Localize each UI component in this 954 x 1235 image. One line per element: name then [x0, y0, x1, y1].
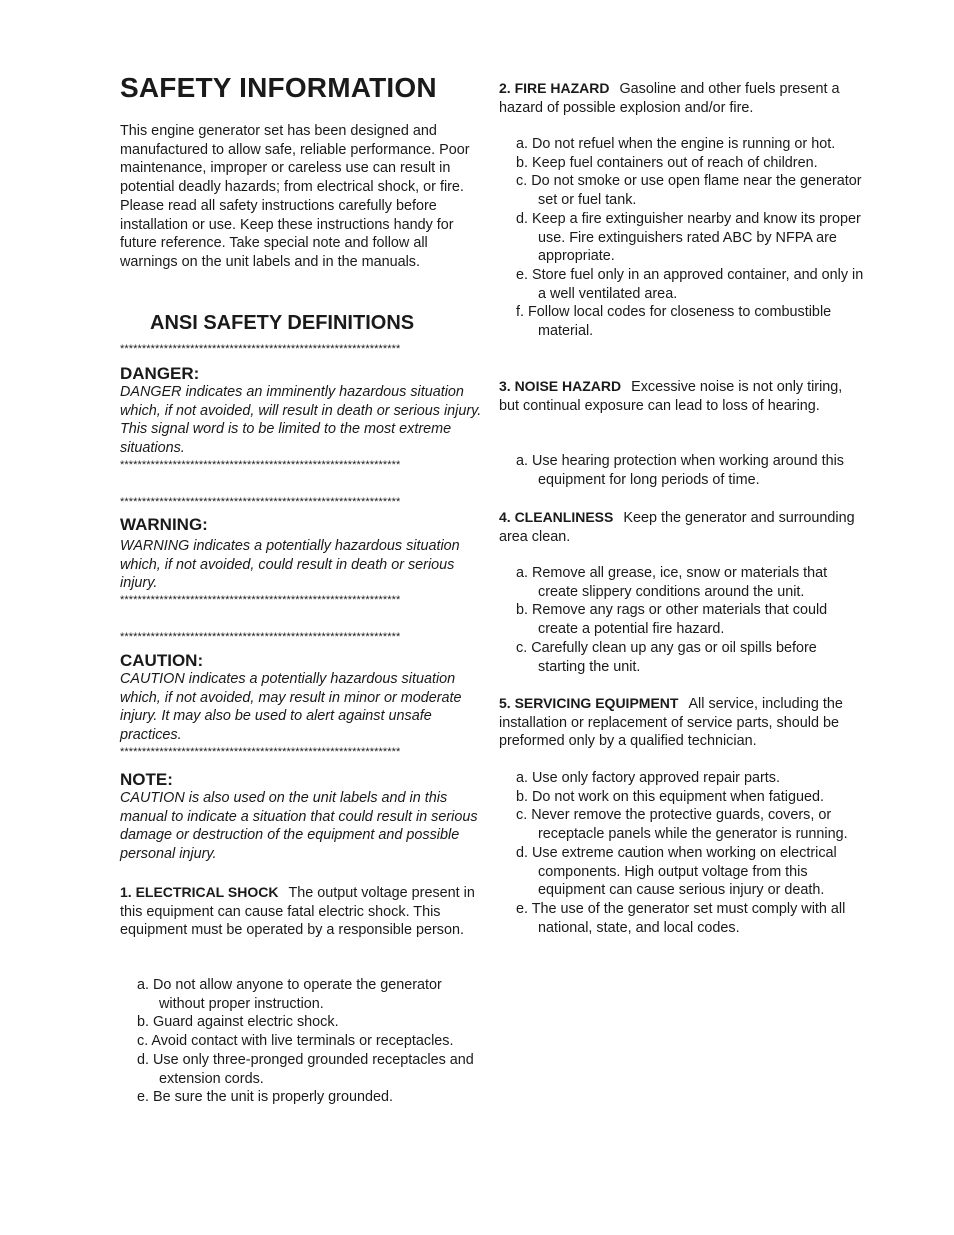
clean-heading: 4. CLEANLINESS	[499, 509, 614, 525]
list-item: f. Follow local codes for closeness to combustible material.	[516, 304, 832, 340]
caution-label: CAUTION:	[120, 651, 204, 670]
list-item: b. Keep fuel containers out of reach of children.	[516, 154, 818, 171]
fire-list	[516, 135, 865, 341]
danger-label: DANGER:	[120, 364, 200, 383]
servicing-text: All service, including the installation or replacement of service parts, should be preformed only by a qualified technician.	[499, 696, 843, 750]
noise-text: Excessive noise is not only tiring, but continual exposure can lead to loss of hearing.	[499, 379, 843, 414]
noise-heading: 3. NOISE HAZARD	[499, 378, 622, 394]
servicing-list	[516, 769, 865, 937]
list-item: a. Do not refuel when the engine is running or hot.	[516, 136, 836, 152]
caution-text: CAUTION indicates a potentially hazardous situation which, if not avoided, may result in minor or moderate injury. It may also be used to alert against unsafe practices.	[120, 671, 462, 744]
clean-list	[516, 564, 865, 676]
list-item: c. Avoid contact with live terminals or receptacles.	[137, 1033, 454, 1050]
clean-text: Keep the generator and surrounding area clean.	[499, 510, 855, 545]
list-item: c. Do not smoke or use open flame near the generator set or fuel tank.	[516, 173, 862, 209]
list-item: c. Never remove the protective guards, covers, or receptacle panels while the generator is running.	[516, 807, 848, 843]
list-item: e. Store fuel only in an approved container, and only in a well ventilated area.	[516, 266, 864, 302]
page-title: SAFETY INFORMATION	[120, 72, 437, 103]
star-divider: ****************************************************************	[120, 459, 401, 471]
list-item: a. Use only factory approved repair parts.	[516, 770, 780, 786]
list-item: e. The use of the generator set must comply with all national, state, and local codes.	[516, 900, 846, 936]
danger-text: DANGER indicates an imminently hazardous situation which, if not avoided, will result in death or serious injury. This signal word is to be limited to the most extreme situations.	[120, 384, 482, 457]
warning-label: WARNING:	[120, 515, 208, 534]
servicing-section	[499, 694, 865, 751]
intro-paragraph: This engine generator set has been designed and manufactured to allow safe, reliable performance. Poor maintenance, improper or careless use can result in potential deadly hazards; from electrical shock, or fire. Please read all safety instructions carefully before installation or use. Keep these instructions handy for future reference. Take special note and follow all warnings on the unit labels and in the manuals.	[120, 123, 470, 270]
electrical-list	[137, 976, 486, 1107]
electrical-section	[120, 883, 486, 940]
star-divider: ****************************************************************	[120, 631, 401, 643]
star-divider: ****************************************************************	[120, 343, 401, 355]
list-item: d. Use extreme caution when working on electrical components. High output voltage from this equipment can cause serious injury or death.	[516, 844, 837, 899]
noise-list	[516, 452, 865, 489]
note-text: CAUTION is also used on the unit labels and in this manual to indicate a situation that could result in serious damage or destruction of the equipment and possible personal injury.	[120, 790, 478, 863]
electrical-text: The output voltage present in this equipment can cause fatal electric shock. This equipment must be operated by a responsible person.	[120, 885, 475, 939]
star-divider: ****************************************************************	[120, 594, 401, 606]
star-divider: ****************************************************************	[120, 496, 401, 508]
list-item: a. Use hearing protection when working around this equipment for long periods of time.	[516, 453, 844, 488]
fire-section	[499, 79, 865, 117]
list-item: b. Guard against electric shock.	[137, 1014, 339, 1031]
fire-heading: 2. FIRE HAZARD	[499, 80, 610, 96]
list-item: b. Do not work on this equipment when fatigued.	[516, 788, 824, 805]
list-item: c. Carefully clean up any gas or oil spills before starting the unit.	[516, 639, 817, 675]
list-item: a. Remove all grease, ice, snow or materials that create slippery conditions around the unit.	[516, 565, 828, 600]
star-divider: ****************************************************************	[120, 746, 401, 758]
list-item: e. Be sure the unit is properly grounded.	[137, 1089, 393, 1106]
warning-text: WARNING indicates a potentially hazardous situation which, if not avoided, could result in death or serious injury.	[120, 538, 460, 592]
electrical-heading: 1. ELECTRICAL SHOCK	[120, 884, 279, 900]
list-item: d. Keep a fire extinguisher nearby and know its proper use. Fire extinguishers rated ABC by NFPA are appropriate.	[516, 210, 861, 265]
note-label: NOTE:	[120, 770, 173, 789]
fire-text: Gasoline and other fuels present a hazard of possible explosion and/or fire.	[499, 81, 840, 116]
ansi-heading: ANSI SAFETY DEFINITIONS	[150, 312, 415, 334]
noise-section	[499, 377, 865, 415]
list-item: a. Do not allow anyone to operate the generator without proper instruction.	[137, 977, 442, 1012]
clean-section	[499, 508, 865, 546]
list-item: d. Use only three-pronged grounded receptacles and extension cords.	[137, 1051, 474, 1087]
list-item: b. Remove any rags or other materials that could create a potential fire hazard.	[516, 602, 828, 638]
servicing-heading: 5. SERVICING EQUIPMENT	[499, 695, 679, 711]
